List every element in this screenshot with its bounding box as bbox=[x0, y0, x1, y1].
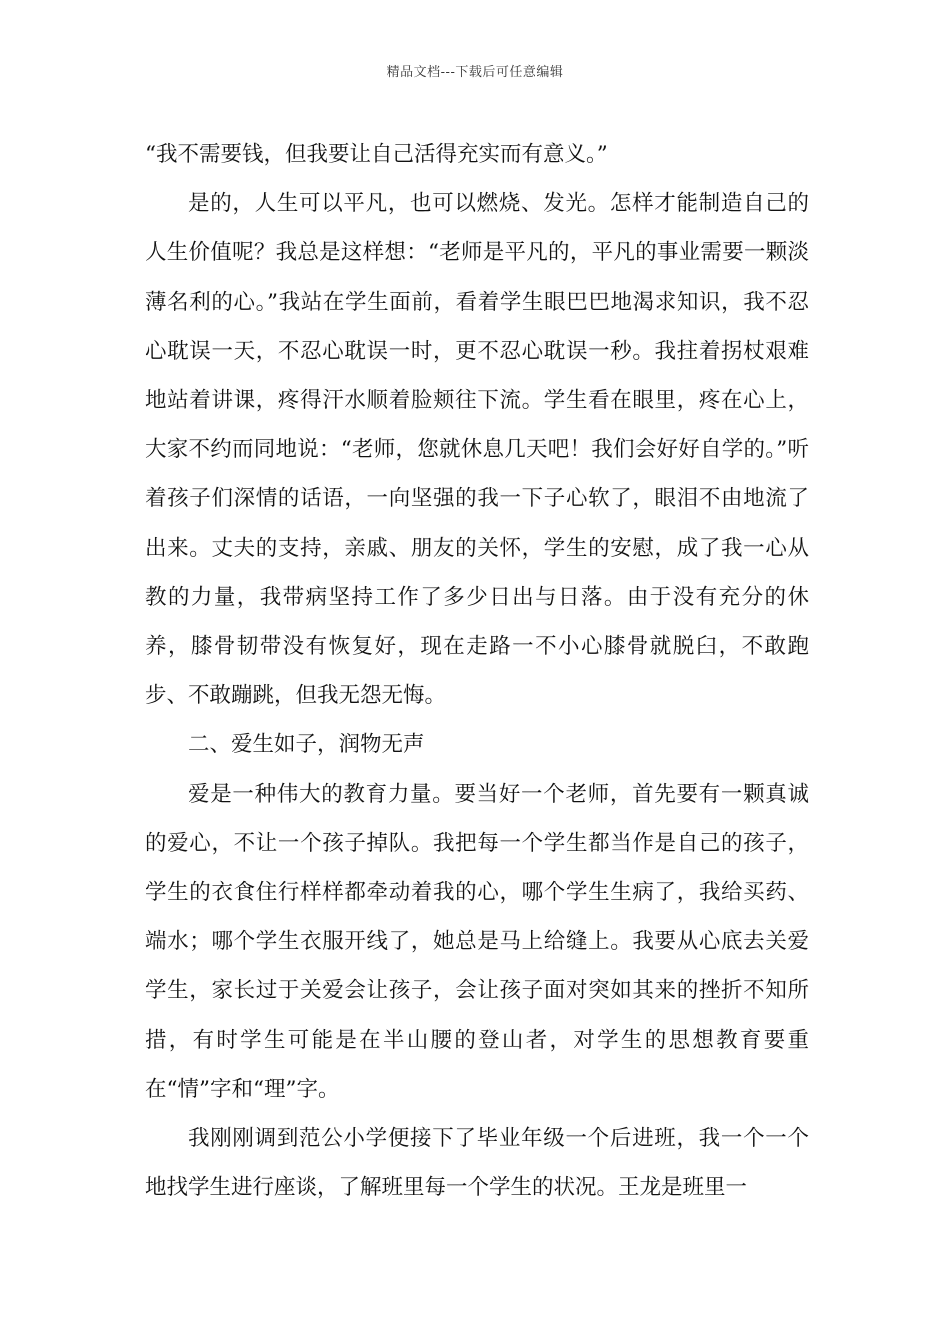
paragraph-life-value: 是的，人生可以平凡，也可以燃烧、发光。怎样才能制造自己的人生价值呢？我总是这样想：“老师是平凡的，平凡的事业需要一颗淡薄名利的心。”我站在学生面前，看着学生眼巴巴地渴求知识，我不忍心耽误一天，不忍心耽误一时，更不忍心耽误一秒。我拄着拐杖艰难地站着讲课，疼得汗水顺着脸颊往下流。学生看在眼里，疼在心上，大家不约而同地说：“老师，您就休息几天吧！我们会好好自学的。”听着孩子们深情的话语，一向坚强的我一下子心软了，眼泪不由地流了出来。丈夫的支持，亲戚、朋友的关怀，学生的安慰，成了我一心从教的力量，我带病坚持工作了多少日出与日落。由于没有充分的休养，膝骨韧带没有恢复好，现在走路一不小心膝骨就脱臼，不敢跑步、不敢蹦跳，但我无怨无悔。 bbox=[145, 191, 809, 709]
paragraph-new-class: 我刚刚调到范公小学便接下了毕业年级一个后进班，我一个一个地找学生进行座谈，了解班里每一个学生的状况。王龙是班里一 bbox=[145, 1126, 809, 1201]
section-heading: 二、爱生如子，润物无声 bbox=[188, 732, 425, 758]
document-body bbox=[145, 130, 809, 1212]
paragraph-quote: “我不需要钱，但我要让自己活得充实而有意义。” bbox=[145, 142, 608, 167]
page-header: 精品文档---下载后可任意编辑 bbox=[386, 65, 564, 80]
paragraph-love: 爱是一种伟大的教育力量。要当好一个老师，首先要有一颗真诚的爱心，不让一个孩子掉队。我把每一个学生都当作是自己的孩子，学生的衣食住行样样都牵动着我的心，哪个学生生病了，我给买药、端水；哪个学生衣服开线了，她总是马上给缝上。我要从心底去关爱学生，家长过于关爱会让孩子，会让孩子面对突如其来的挫折不知所措，有时学生可能是在半山腰的登山者，对学生的思想教育要重在“情”字和“理”字。 bbox=[145, 781, 809, 1102]
